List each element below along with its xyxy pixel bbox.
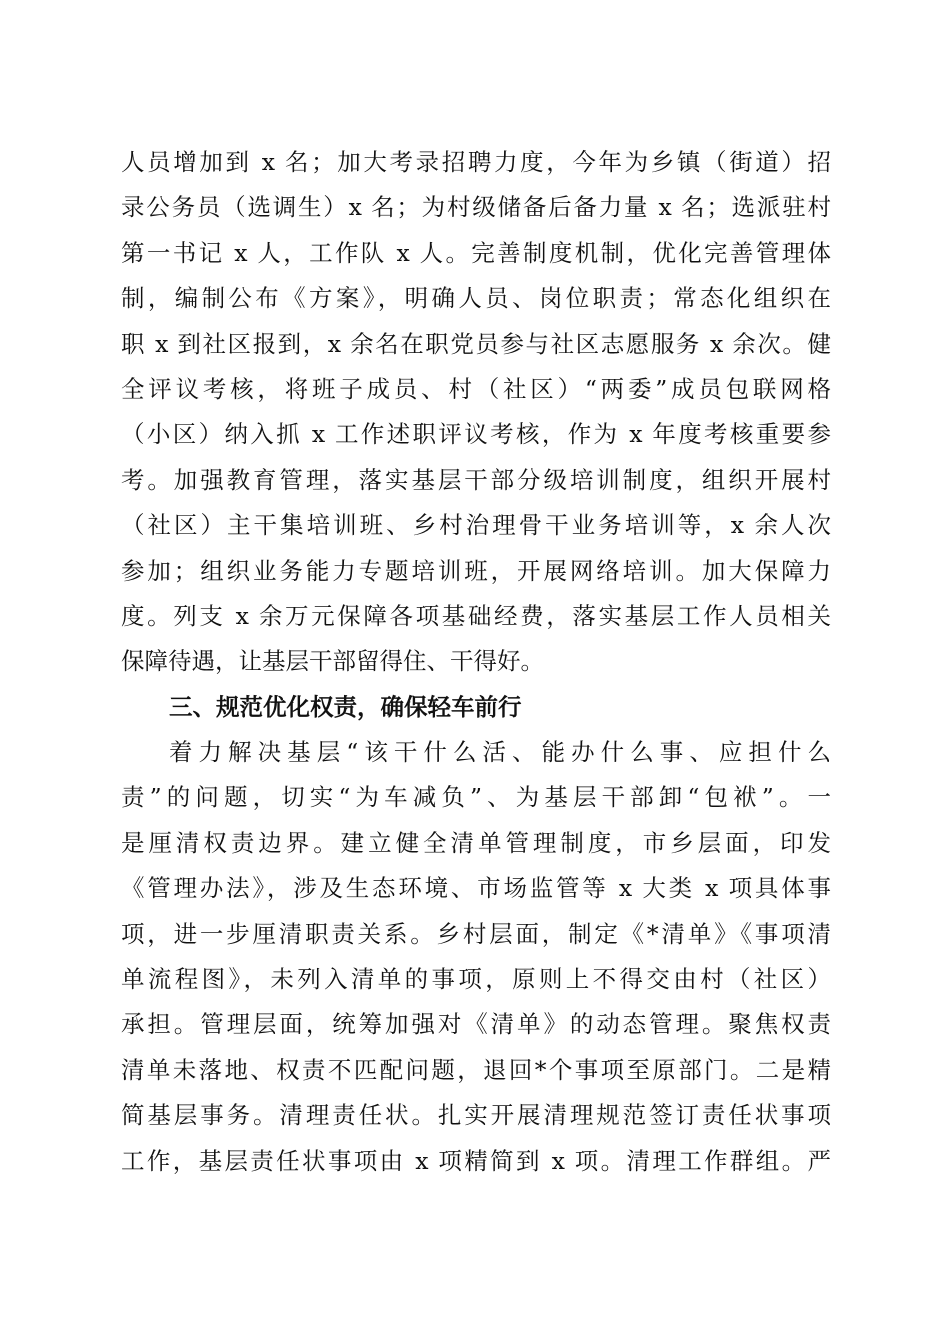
text-line: 着力解决基层“该干什么活、能办什么事、应担什么 <box>169 738 831 767</box>
text-line: （社区）主干集培训班、乡村治理骨干业务培训等，x 余人次 <box>121 511 831 540</box>
text-line: 录公务员（选调生）x 名；为村级储备后备力量 x 名；选派驻村 <box>121 193 831 222</box>
text-line: （小区）纳入抓 x 工作述职评议考核，作为 x 年度考核重要参 <box>121 420 831 449</box>
document-body <box>121 140 831 1184</box>
text-line: 单流程图》，未列入清单的事项，原则上不得交由村（社区） <box>121 965 831 994</box>
text-line: 清单未落地、权责不匹配问题，退回*个事项至原部门。二是精 <box>121 1055 831 1084</box>
text-line: 是厘清权责边界。建立健全清单管理制度，市乡层面，印发 <box>121 828 831 857</box>
text-line: 制，编制公布《方案》，明确人员、岗位职责；常态化组织在 <box>121 284 831 313</box>
text-line: 考。加强教育管理，落实基层干部分级培训制度，组织开展村 <box>121 465 831 494</box>
text-line: 全评议考核，将班子成员、村（社区）“两委”成员包联网格 <box>121 374 831 403</box>
text-line: 第一书记 x 人，工作队 x 人。完善制度机制，优化完善管理体 <box>121 238 831 267</box>
paragraph-section-three <box>121 730 831 1184</box>
text-line: 度。列支 x 余万元保障各项基础经费，落实基层工作人员相关 <box>121 601 831 630</box>
text-line: 参加；组织业务能力专题培训班，开展网络培训。加大保障力 <box>121 556 831 585</box>
text-line: 《管理办法》，涉及生态环境、市场监管等 x 大类 x 项具体事 <box>121 874 831 903</box>
text-line: 人员增加到 x 名；加大考录招聘力度，今年为乡镇（街道）招 <box>121 148 831 176</box>
text-line: 工作，基层责任状事项由 x 项精简到 x 项。清理工作群组。严 <box>121 1146 831 1175</box>
text-line: 保障待遇，让基层干部留得住、干得好。 <box>121 647 544 676</box>
section-heading: 三、规范优化权责，确保轻车前行 <box>169 692 522 721</box>
text-line: 简基层事务。清理责任状。扎实开展清理规范签订责任状事项 <box>121 1101 831 1130</box>
text-line: 项，进一步厘清职责关系。乡村层面，制定《*清单》《事项清 <box>121 919 831 948</box>
paragraph-continued <box>121 140 831 685</box>
text-line: 职 x 到社区报到，x 余名在职党员参与社区志愿服务 x 余次。健 <box>121 329 831 358</box>
text-line: 承担。管理层面，统筹加强对《清单》的动态管理。聚焦权责 <box>121 1010 831 1039</box>
text-line: 责”的问题，切实“为车减负”、为基层干部卸“包袱”。一 <box>121 783 831 812</box>
